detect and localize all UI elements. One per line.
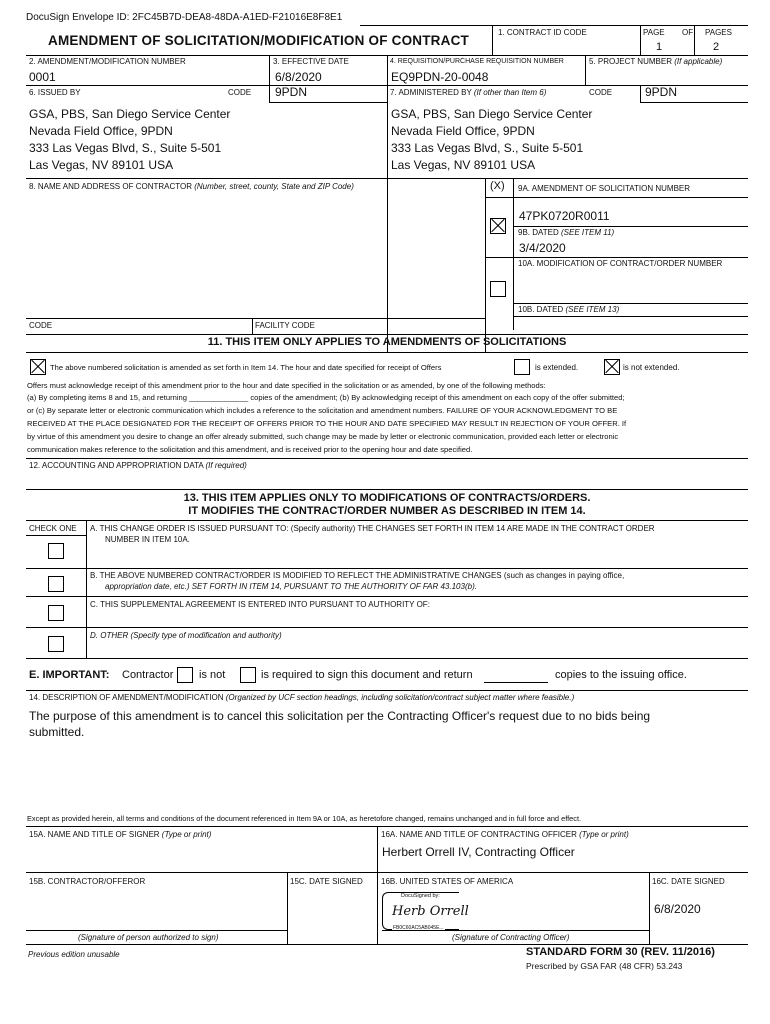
rule xyxy=(26,658,748,659)
section-11-title: 11. THIS ITEM ONLY APPLIES TO AMENDMENTS OF SOLICITATIONS xyxy=(207,336,567,348)
item-13c-text: C. THIS SUPPLEMENTAL AGREEMENT IS ENTERED INTO PURSUANT TO AUTHORITY OF: xyxy=(90,600,430,609)
page-label: PAGE xyxy=(643,28,665,37)
pages-count: 2 xyxy=(713,41,720,53)
signer-name-label: 15A. NAME AND TITLE OF SIGNER (Type or print) xyxy=(29,830,212,839)
of-label: OF xyxy=(682,28,694,37)
contractor-is-required-checkbox[interactable] xyxy=(240,667,256,683)
important-required-label: is required to sign this document and return xyxy=(261,669,473,681)
signature-co-label: (Signature of Contracting Officer) xyxy=(452,933,570,942)
code-label: CODE xyxy=(29,321,53,330)
section-13-title: 13. THIS ITEM APPLIES ONLY TO MODIFICATIONS OF CONTRACTS/ORDERS. xyxy=(183,492,591,504)
rule xyxy=(26,178,748,179)
united-states-label: 16B. UNITED STATES OF AMERICA xyxy=(381,877,514,886)
x-column-header: (X) xyxy=(490,180,505,192)
contracting-officer-name-label: 16A. NAME AND TITLE OF CONTRACTING OFFICER (Type or print) xyxy=(381,830,629,839)
important-is-not-label: is not xyxy=(199,669,226,681)
dated-9b-label: 9B. DATED (SEE ITEM 11) xyxy=(518,228,615,237)
item-13a-checkbox[interactable] xyxy=(48,543,64,559)
administered-by-label: 7. ADMINISTERED BY (If other than Item 6) xyxy=(390,88,547,97)
rule xyxy=(513,303,748,304)
amendment-number-value: 0001 xyxy=(29,70,56,84)
offers-not-extended-checkbox[interactable] xyxy=(604,359,620,375)
envelope-id: DocuSign Envelope ID: 2FC45B7D-DEA8-48DA-A1ED-F21016E8F8E1 xyxy=(26,12,343,23)
requisition-label: 4. REQUISITION/PURCHASE REQUISITION NUMBER xyxy=(390,58,564,65)
divider xyxy=(485,178,486,352)
modification-number-label: 10A. MODIFICATION OF CONTRACT/ORDER NUMBER xyxy=(518,259,723,268)
issued-by-address-line: 333 Las Vegas Blvd, S., Suite 5-501 xyxy=(29,141,222,155)
pages-label: PAGES xyxy=(705,28,732,37)
item-13d-checkbox[interactable] xyxy=(48,636,64,652)
page-number: 1 xyxy=(656,41,663,53)
divider xyxy=(513,178,514,330)
rule xyxy=(513,226,748,227)
rule xyxy=(485,257,748,258)
section-13-subtitle: IT MODIFIES THE CONTRACT/ORDER NUMBER AS DESCRIBED IN ITEM 14. xyxy=(188,505,586,517)
description-text-line: submitted. xyxy=(29,725,85,739)
form-title: AMENDMENT OF SOLICITATION/MODIFICATION OF CONTRACT xyxy=(48,33,469,48)
contractor-offeror-label: 15B. CONTRACTOR/OFFEROR xyxy=(29,877,146,886)
is-extended-label: is extended. xyxy=(535,363,579,372)
effective-date-value: 6/8/2020 xyxy=(275,70,322,84)
project-number-label: 5. PROJECT NUMBER (If applicable) xyxy=(589,57,723,66)
item-13a-text: A. THIS CHANGE ORDER IS ISSUED PURSUANT TO: (Specify authority) THE CHANGES SET FORTH IN ITEM 14 ARE MADE IN THE CONTRACT ORDER xyxy=(90,524,655,533)
administered-by-address-line: GSA, PBS, San Diego Service Center xyxy=(391,107,593,121)
important-label: E. IMPORTANT: xyxy=(29,669,110,681)
dated-10b-label: 10B. DATED (SEE ITEM 13) xyxy=(518,305,620,314)
rule xyxy=(26,520,748,521)
administered-by-code: 9PDN xyxy=(645,85,678,99)
modification-of-contract-checkbox[interactable] xyxy=(490,281,506,297)
divider xyxy=(492,25,493,55)
section-11-paragraph-line: by virtue of this amendment you desire to change an offer already submitted, such change may be made by letter or electronic communication, provided each letter or electronic xyxy=(27,432,619,441)
rule xyxy=(26,352,748,353)
rule xyxy=(26,826,748,827)
is-not-extended-label: is not extended. xyxy=(623,363,680,372)
rule xyxy=(26,458,748,459)
divider xyxy=(649,872,650,944)
section-11-line: The above numbered solicitation is amended as set forth in Item 14. The hour and date specified for receipt of Offers xyxy=(50,363,442,372)
contractor-date-signed-label: 15C. DATE SIGNED xyxy=(290,877,363,886)
form-name: STANDARD FORM 30 (REV. 11/2016) xyxy=(526,946,715,958)
rule xyxy=(26,872,748,873)
signature: Herb Orrell xyxy=(392,904,469,919)
rule xyxy=(26,318,485,319)
rule xyxy=(382,930,649,931)
accounting-data-label: 12. ACCOUNTING AND APPROPRIATION DATA (If required) xyxy=(29,461,247,470)
important-copies-label: copies to the issuing office. xyxy=(555,669,687,681)
requisition-value: EQ9PDN-20-0048 xyxy=(391,70,489,84)
section-11-paragraph-line: Offers must acknowledge receipt of this amendment prior to the hour and date specified in the solicitation or as amended, by one of the following methods: xyxy=(27,381,546,390)
co-date-signed-label: 16C. DATE SIGNED xyxy=(652,877,725,886)
issued-by-label: 6. ISSUED BY xyxy=(29,88,81,97)
signature-id: FB0C60AC5AB045E... xyxy=(393,925,444,931)
section-11-paragraph-line: (a) By completing items 8 and 15, and returning ______________ copies of the amendment; (b) By acknowledging receipt of this amendment on each copy of the offer submitted; xyxy=(27,393,625,402)
solicitation-number-value: 47PK0720R0011 xyxy=(519,209,610,223)
contract-id-label: 1. CONTRACT ID CODE xyxy=(498,28,587,37)
rule xyxy=(513,316,748,317)
copies-blank xyxy=(484,682,548,683)
rule xyxy=(26,690,748,691)
prescribed-by: Prescribed by GSA FAR (48 CFR) 53.243 xyxy=(526,961,683,971)
divider xyxy=(640,25,641,55)
facility-code-label: FACILITY CODE xyxy=(255,321,315,330)
issued-by-address-line: GSA, PBS, San Diego Service Center xyxy=(29,107,231,121)
signature-person-label: (Signature of person authorized to sign) xyxy=(78,933,219,942)
rule xyxy=(269,102,387,103)
rule xyxy=(26,535,86,536)
issued-by-code-label: CODE xyxy=(228,88,252,97)
section-11-paragraph-line: communication makes reference to the solicitation and this amendment, and is received prior to the opening hour and date specified. xyxy=(27,445,473,454)
previous-edition-note: Previous edition unusable xyxy=(28,950,120,959)
rule xyxy=(485,197,748,198)
docusigned-by-label: DocuSigned by: xyxy=(401,893,440,899)
except-provided-text: Except as provided herein, all terms and conditions of the document referenced in Item 9A or 10A, as heretofore changed, remains unchanged and in full force and effect. xyxy=(27,814,582,823)
rule xyxy=(26,568,748,569)
description-label: 14. DESCRIPTION OF AMENDMENT/MODIFICATION (Organized by UCF section headings, including solicitation/contract subject matter where feasible.) xyxy=(29,693,575,702)
item-13b-text: appropriation date, etc.) SET FORTH IN ITEM 14, PURSUANT TO THE AUTHORITY OF FAR 43.103(b). xyxy=(105,582,477,591)
issued-by-code: 9PDN xyxy=(275,85,308,99)
rule xyxy=(26,489,748,490)
amendment-number-label: 2. AMENDMENT/MODIFICATION NUMBER xyxy=(29,57,186,66)
item-13a-text: NUMBER IN ITEM 10A. xyxy=(105,535,190,544)
contracting-officer-name-value: Herbert Orrell IV, Contracting Officer xyxy=(382,845,575,859)
important-contractor-label: Contractor xyxy=(122,669,174,681)
divider xyxy=(694,25,695,55)
top-rule xyxy=(360,25,748,26)
rule xyxy=(26,334,748,335)
rule xyxy=(26,944,748,945)
divider xyxy=(640,85,641,102)
administered-by-code-label: CODE xyxy=(589,88,613,97)
section-11-paragraph-line: RECEIVED AT THE PLACE DESIGNATED FOR THE RECEIPT OF OFFERS PRIOR TO THE HOUR AND DATE SPECIFIED MAY RESULT IN REJECTION OF YOUR OFFER. If xyxy=(27,419,627,428)
item-13c-checkbox[interactable] xyxy=(48,605,64,621)
divider xyxy=(585,55,586,85)
description-text-line: The purpose of this amendment is to cancel this solicitation per the Contracting Officer's request due to no bids being xyxy=(29,709,651,723)
divider xyxy=(252,318,253,334)
divider xyxy=(287,872,288,944)
contractor-is-not-checkbox[interactable] xyxy=(177,667,193,683)
check-one-label: CHECK ONE xyxy=(29,524,77,533)
rule xyxy=(26,596,748,597)
dated-9b-value: 3/4/2020 xyxy=(519,241,566,255)
divider xyxy=(387,55,388,352)
divider xyxy=(86,520,87,658)
amendment-of-solicitation-checkbox[interactable] xyxy=(490,218,506,234)
contractor-name-label: 8. NAME AND ADDRESS OF CONTRACTOR (Number, street, county, State and ZIP Code) xyxy=(29,182,354,191)
item-13b-checkbox[interactable] xyxy=(48,576,64,592)
rule xyxy=(26,627,748,628)
issued-by-address-line: Nevada Field Office, 9PDN xyxy=(29,124,173,138)
solicitation-number-label: 9A. AMENDMENT OF SOLICITATION NUMBER xyxy=(518,184,691,193)
administered-by-address-line: 333 Las Vegas Blvd, S., Suite 5-501 xyxy=(391,141,584,155)
item-13d-text: D. OTHER (Specify type of modification and authority) xyxy=(90,631,282,640)
co-date-signed-value: 6/8/2020 xyxy=(654,902,701,916)
administered-by-address-line: Las Vegas, NV 89101 USA xyxy=(391,158,536,172)
divider xyxy=(377,826,378,944)
effective-date-label: 3. EFFECTIVE DATE xyxy=(273,57,349,66)
rule xyxy=(26,930,287,931)
divider xyxy=(269,55,270,102)
issued-by-address-line: Las Vegas, NV 89101 USA xyxy=(29,158,174,172)
item-13b-text: B. THE ABOVE NUMBERED CONTRACT/ORDER IS MODIFIED TO REFLECT THE ADMINISTRATIVE CHANGES (such as changes in paying office, xyxy=(90,571,625,580)
solicitation-amended-checkbox[interactable] xyxy=(30,359,46,375)
rule xyxy=(640,102,748,103)
section-11-paragraph-line: or (c) By separate letter or electronic communication which includes a reference to the solicitation and amendment numbers. FAILURE OF YOUR ACKNOWLEDGMENT TO BE xyxy=(27,406,618,415)
administered-by-address-line: Nevada Field Office, 9PDN xyxy=(391,124,535,138)
offers-extended-checkbox[interactable] xyxy=(514,359,530,375)
